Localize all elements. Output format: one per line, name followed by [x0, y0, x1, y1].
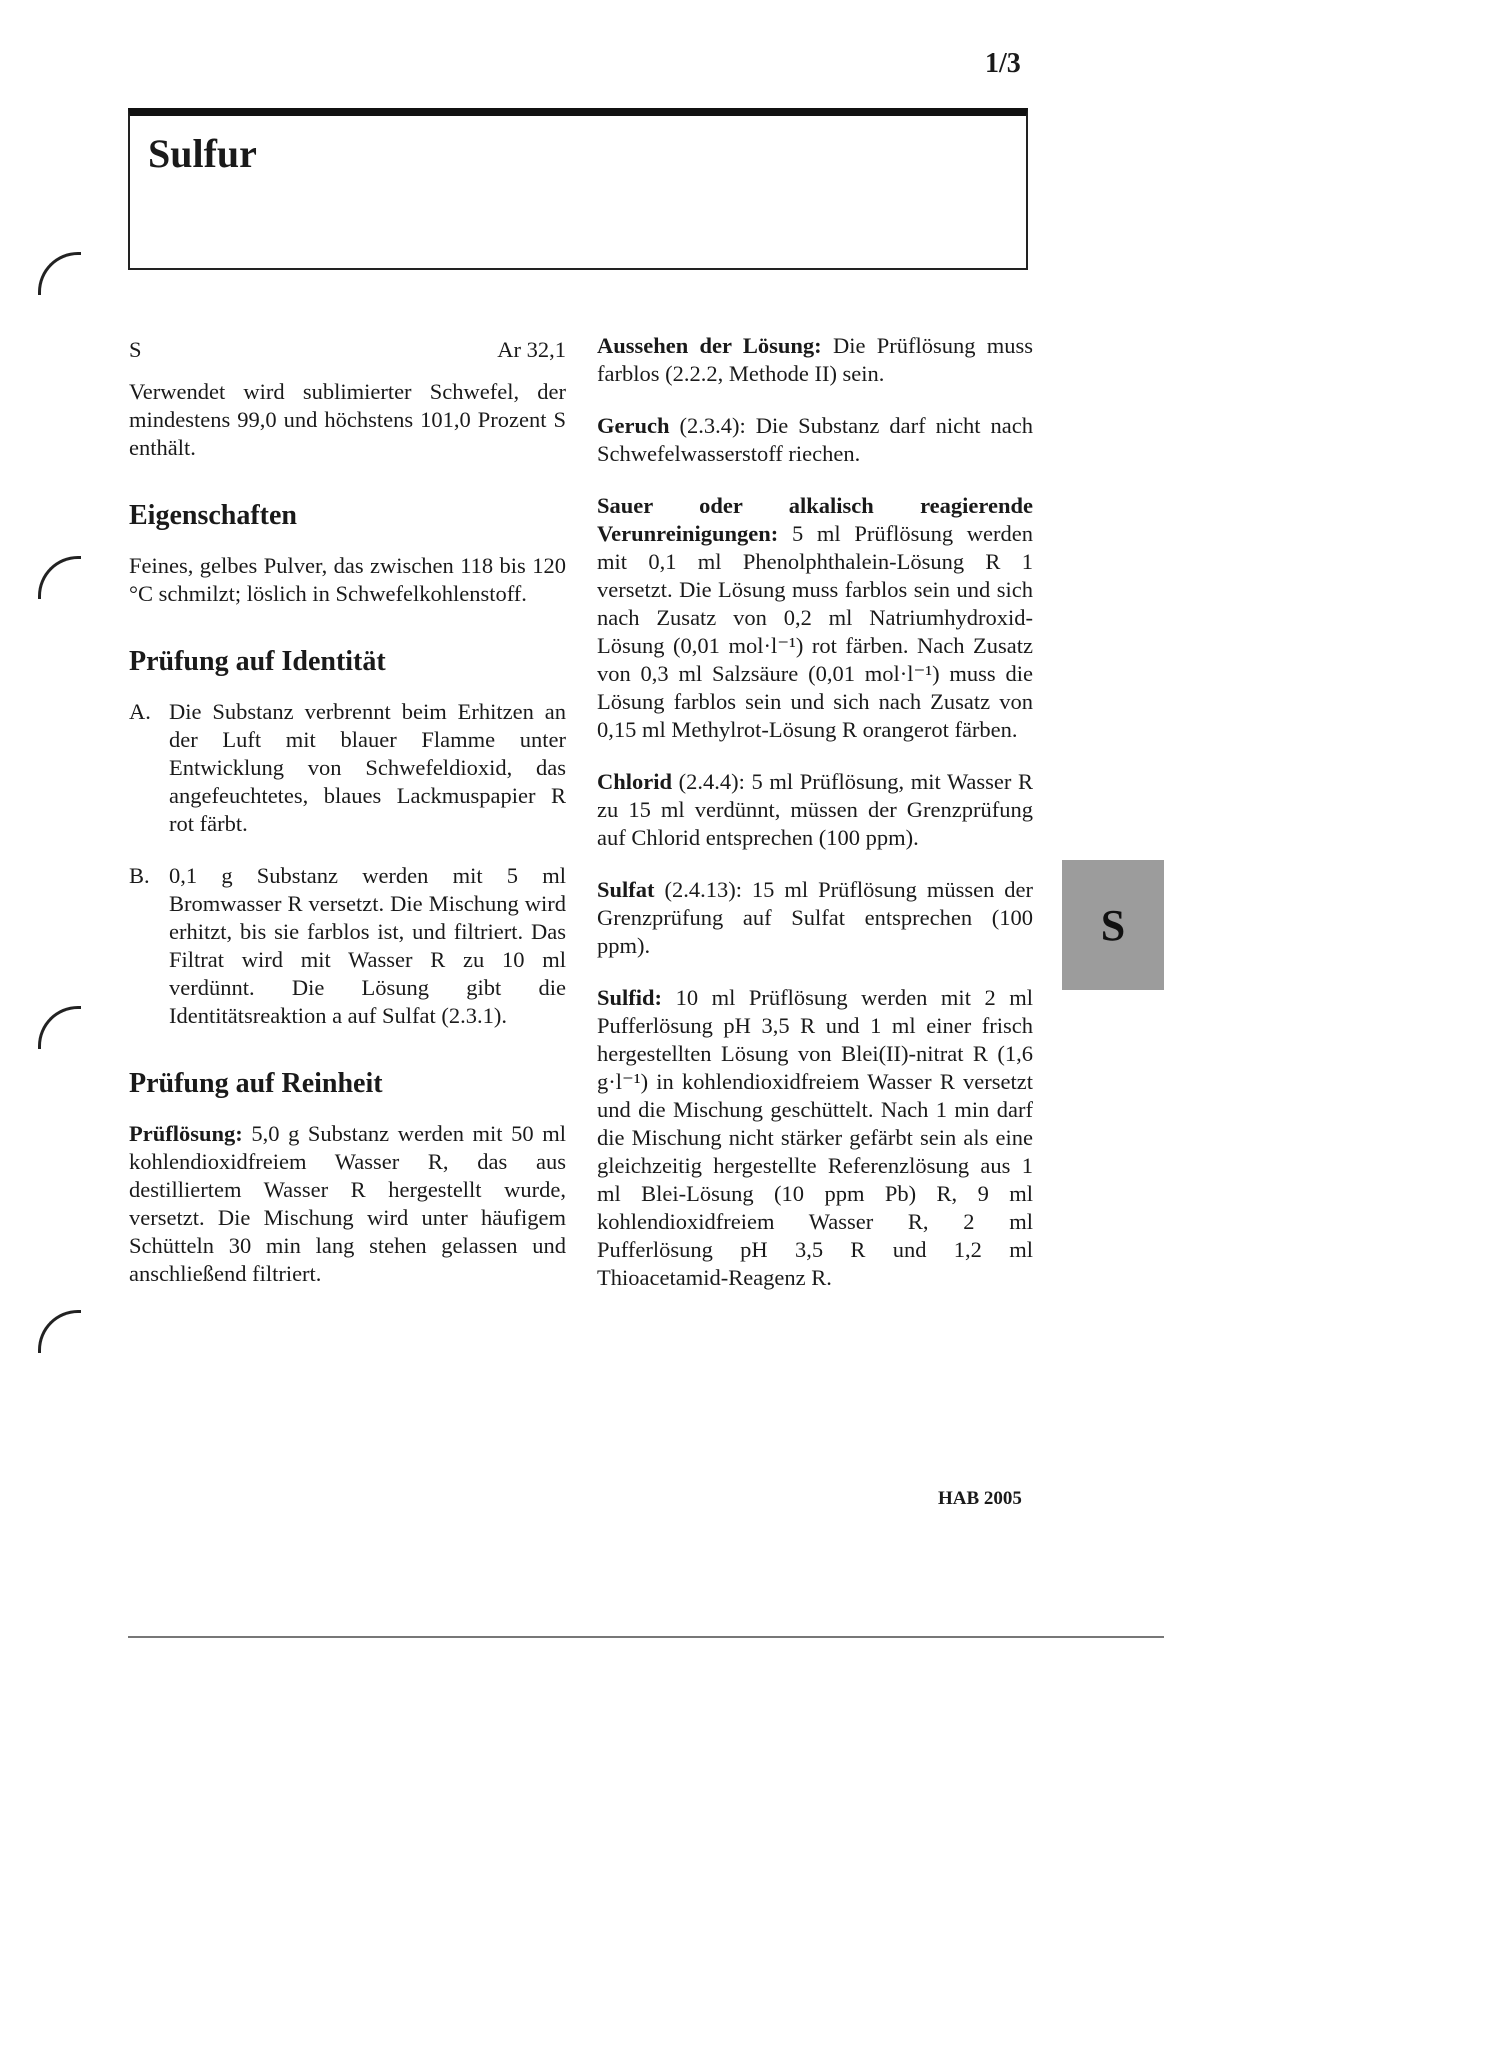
test-text: (2.4.4): 5 ml Prüflösung, mit Wasser R zu 15 ml verdünnt, müssen der Grenzprüfung auf Chlorid entsprechen (100 ppm). — [597, 769, 1034, 850]
test-label: Sauer oder alkalisch reagierende Verunreinigungen: — [597, 493, 1033, 546]
test-chlorid — [597, 768, 1033, 852]
test-sauer-alkalisch — [597, 492, 1033, 744]
test-label: Sulfid: — [597, 985, 663, 1010]
test-geruch — [597, 412, 1033, 468]
punch-hole-mark — [38, 556, 81, 599]
identity-test-a — [129, 698, 566, 838]
intro-text: Verwendet wird sublimierter Schwefel, der mindestens 99,0 und höchstens 101,0 Prozent S enthält. — [129, 379, 566, 460]
section-heading-eigenschaften: Eigenschaften — [129, 500, 297, 531]
formula-symbol: S — [129, 337, 142, 362]
bottom-rule — [128, 1636, 1164, 1638]
identity-test-b — [129, 862, 566, 1030]
footer-source: HAB 2005 — [938, 1488, 1022, 1509]
test-text: 10 ml Prüflösung werden mit 2 ml Pufferlösung pH 3,5 R und 1 ml einer frisch hergestellten Lösung von Blei(II)-nitrat R (1,6 g·l⁻¹) in kohlendioxidfreiem Wasser R versetzt und die Mischung geschüttelt. Nach 1 min darf die Mischung nicht stärker gefärbt sein als eine gleichzeitig hergestellte Referenzlösung aus 1 ml Blei-Lösung (10 ppm Pb) R, 9 ml kohlendioxidfreiem Wasser R, 2 ml Pufferlösung pH 3,5 R und 1,2 ml Thioacetamid-Reagenz R. — [597, 985, 1034, 1290]
test-label: Sulfat — [597, 877, 655, 902]
punch-hole-mark — [38, 1310, 81, 1353]
section-heading-identitaet: Prüfung auf Identität — [129, 646, 386, 677]
test-sulfat — [597, 876, 1033, 960]
prueflosung-paragraph — [129, 1120, 566, 1288]
punch-hole-mark — [38, 252, 81, 295]
test-aussehen — [597, 332, 1033, 388]
title-box — [128, 108, 1028, 270]
list-text: 0,1 g Substanz werden mit 5 ml Bromwasser R versetzt. Die Mischung wird erhitzt, bis sie farblos ist, und filtriert. Das Filtrat wird mit Wasser R zu 10 ml verdünnt. Die Lösung gibt die Identitätsreaktion a auf Sulfat (2.3.1). — [169, 863, 566, 1028]
test-text: 5 ml Prüflösung werden mit 0,1 ml Phenolphthalein-Lösung R 1 versetzt. Die Lösung muss farblos sein und sich nach Zusatz von 0,2 ml Natriumhydroxid-Lösung (0,01 mol·l⁻¹) rot färben. Nach Zusatz von 0,3 ml Salzsäure (0,01 mol·l⁻¹) muss die Lösung farblos sein und sich nach Zusatz von 0,15 ml Methylrot-Lösung R orangerot färben. — [597, 521, 1033, 742]
right-column — [597, 332, 1033, 1316]
test-text: (2.3.4): Die Substanz darf nicht nach Schwefelwasserstoff riechen. — [597, 413, 1034, 466]
list-marker: A. — [129, 699, 151, 724]
test-label: Chlorid — [597, 769, 673, 794]
molecular-mass: Ar 32,1 — [497, 337, 566, 362]
prueflosung-label: Prüflösung: — [129, 1121, 243, 1146]
test-text: (2.4.13): 15 ml Prüflösung müssen der Grenzprüfung auf Sulfat entsprechen (100 ppm). — [597, 877, 1034, 958]
prueflosung-text: 5,0 g Substanz werden mit 50 ml kohlendioxidfreiem Wasser R, das aus destilliertem Wasser R hergestellt wurde, versetzt. Die Mischung wird unter häufigem Schütteln 30 min lang stehen gelassen und anschließend filtriert. — [129, 1121, 566, 1286]
punch-hole-mark — [38, 1006, 81, 1049]
test-sulfid — [597, 984, 1033, 1292]
eigenschaften-text: Feines, gelbes Pulver, das zwischen 118 bis 120 °C schmilzt; löslich in Schwefelkohlenstoff. — [129, 553, 566, 606]
test-label: Aussehen der Lösung: — [597, 333, 822, 358]
register-tab — [1062, 860, 1164, 990]
left-column — [129, 336, 566, 1312]
test-label: Geruch — [597, 413, 670, 438]
page-title: Sulfur — [148, 131, 257, 176]
page-number: 1/3 — [985, 48, 1021, 79]
section-heading-reinheit: Prüfung auf Reinheit — [129, 1068, 383, 1099]
list-text: Die Substanz verbrennt beim Erhitzen an der Luft mit blauer Flamme unter Entwicklung von Schwefeldioxid, das angefeuchtetes, blaues Lackmuspapier R rot färbt. — [169, 699, 566, 836]
test-text: Die Prüflösung muss farblos (2.2.2, Methode II) sein. — [597, 333, 1034, 386]
register-tab-letter: S — [1100, 900, 1126, 950]
formula-row — [129, 336, 566, 364]
list-marker: B. — [129, 863, 150, 888]
